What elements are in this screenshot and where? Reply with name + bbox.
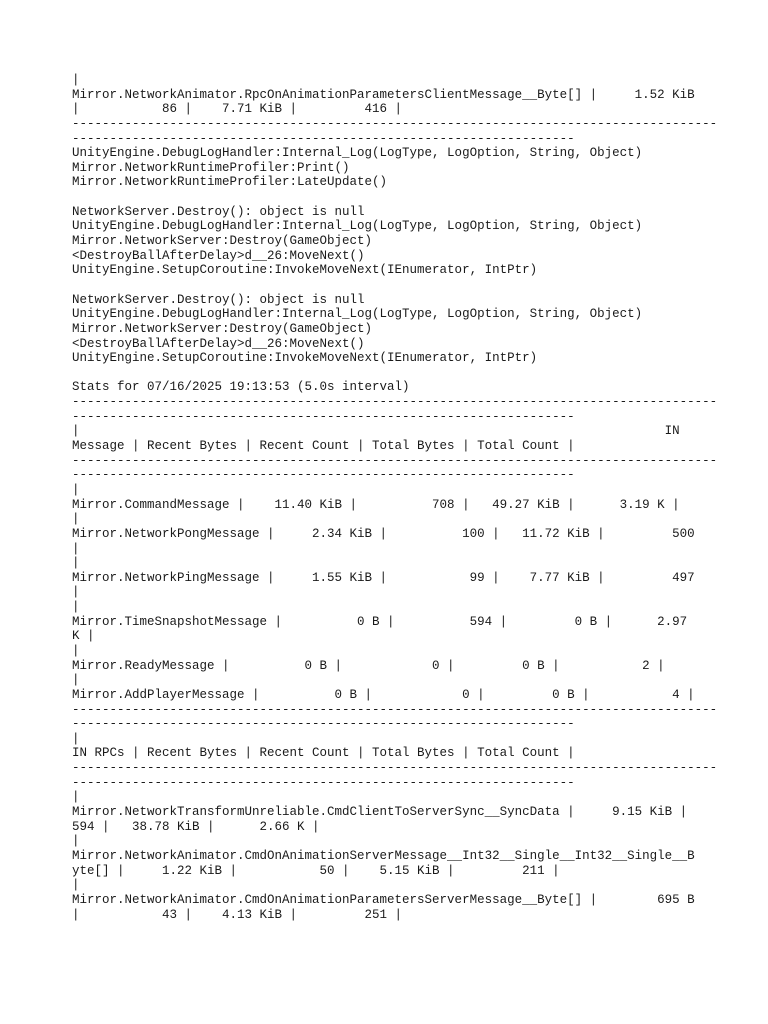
log-line: Mirror.NetworkServer:Destroy(GameObject) [72, 321, 373, 336]
log-line: 594 | 38.78 KiB | 2.66 K | [72, 819, 320, 834]
log-line: Mirror.NetworkAnimator.CmdOnAnimationServerMessage__Int32__Single__Int32__Single__B [72, 848, 695, 863]
log-line: | IN [72, 424, 680, 439]
log-line: yte[] | 1.22 KiB | 50 | 5.15 KiB | 211 | [72, 863, 560, 878]
log-line: UnityEngine.DebugLogHandler:Internal_Log(LogType, LogOption, String, Object) [72, 146, 643, 161]
log-line: | [72, 878, 80, 893]
log-line: Mirror.TimeSnapshotMessage | 0 B | 594 | 0 B | 2.97 [72, 614, 688, 629]
log-line: | [72, 673, 80, 688]
log-line: | 43 | 4.13 KiB | 251 | [72, 907, 403, 922]
log-line: -------------------------------------------------------------------------------------- [72, 453, 718, 468]
log-line [72, 366, 712, 381]
log-line: | [72, 600, 80, 615]
log-line: Mirror.NetworkRuntimeProfiler:LateUpdate() [72, 175, 388, 190]
log-line: UnityEngine.DebugLogHandler:Internal_Log(LogType, LogOption, String, Object) [72, 307, 643, 322]
log-line: -------------------------------------------------------------------------------------- [72, 702, 718, 717]
log-line: NetworkServer.Destroy(): object is null [72, 292, 365, 307]
log-line: | [72, 556, 80, 571]
log-line: -------------------------------------------------------------------------------------- [72, 761, 718, 776]
log-line: <DestroyBallAfterDelay>d__26:MoveNext() [72, 336, 365, 351]
log-line: ------------------------------------------------------------------- [72, 409, 575, 424]
log-line: <DestroyBallAfterDelay>d__26:MoveNext() [72, 248, 365, 263]
log-line: IN RPCs | Recent Bytes | Recent Count | Total Bytes | Total Count | [72, 746, 575, 761]
log-line: | [72, 512, 80, 527]
log-line [72, 190, 712, 205]
log-line: | [72, 73, 80, 87]
log-line: NetworkServer.Destroy(): object is null [72, 204, 365, 219]
log-line: Message | Recent Bytes | Recent Count | Total Bytes | Total Count | [72, 439, 575, 454]
log-line [72, 278, 712, 293]
log-line: ------------------------------------------------------------------- [72, 468, 575, 483]
log-line: ------------------------------------------------------------------- [72, 775, 575, 790]
log-line: UnityEngine.SetupCoroutine:InvokeMoveNext(IEnumerator, IntPtr) [72, 351, 538, 366]
log-line: Mirror.NetworkAnimator.CmdOnAnimationParametersServerMessage__Byte[] | 695 B [72, 892, 695, 907]
log-line: | [72, 834, 80, 849]
log-line: | 86 | 7.71 KiB | 416 | [72, 102, 403, 117]
log-line: K | [72, 629, 95, 644]
log-line: Mirror.NetworkPongMessage | 2.34 KiB | 100 | 11.72 KiB | 500 [72, 526, 695, 541]
log-line: Mirror.NetworkTransformUnreliable.CmdClientToServerSync__SyncData | 9.15 KiB | [72, 805, 688, 820]
log-line: | [72, 541, 80, 556]
log-line: Mirror.ReadyMessage | 0 B | 0 | 0 B | 2 | [72, 658, 665, 673]
log-line: Mirror.NetworkAnimator.RpcOnAnimationParametersClientMessage__Byte[] | 1.52 KiB [72, 87, 695, 102]
log-line: Mirror.NetworkPingMessage | 1.55 KiB | 99 | 7.77 KiB | 497 [72, 570, 695, 585]
log-line: Stats for 07/16/2025 19:13:53 (5.0s interval) [72, 380, 410, 395]
log-line: | [72, 585, 80, 600]
log-line: UnityEngine.SetupCoroutine:InvokeMoveNext(IEnumerator, IntPtr) [72, 263, 538, 278]
log-line: Mirror.NetworkRuntimeProfiler:Print() [72, 160, 350, 175]
log-line: ------------------------------------------------------------------- [72, 717, 575, 732]
log-line: -------------------------------------------------------------------------------------- [72, 395, 718, 410]
log-line: | [72, 482, 80, 497]
log-line: Mirror.CommandMessage | 11.40 KiB | 708 | 49.27 KiB | 3.19 K | [72, 497, 680, 512]
log-line: Mirror.AddPlayerMessage | 0 B | 0 | 0 B | 4 | [72, 687, 695, 702]
log-line: -------------------------------------------------------------------------------------- [72, 116, 718, 131]
log-line: | [72, 643, 80, 658]
log-line: | [72, 790, 80, 805]
log-line: Mirror.NetworkServer:Destroy(GameObject) [72, 234, 373, 249]
log-line: ------------------------------------------------------------------- [72, 131, 575, 146]
log-line: | [72, 731, 80, 746]
log-output [72, 73, 718, 922]
log-line: UnityEngine.DebugLogHandler:Internal_Log(LogType, LogOption, String, Object) [72, 219, 643, 234]
